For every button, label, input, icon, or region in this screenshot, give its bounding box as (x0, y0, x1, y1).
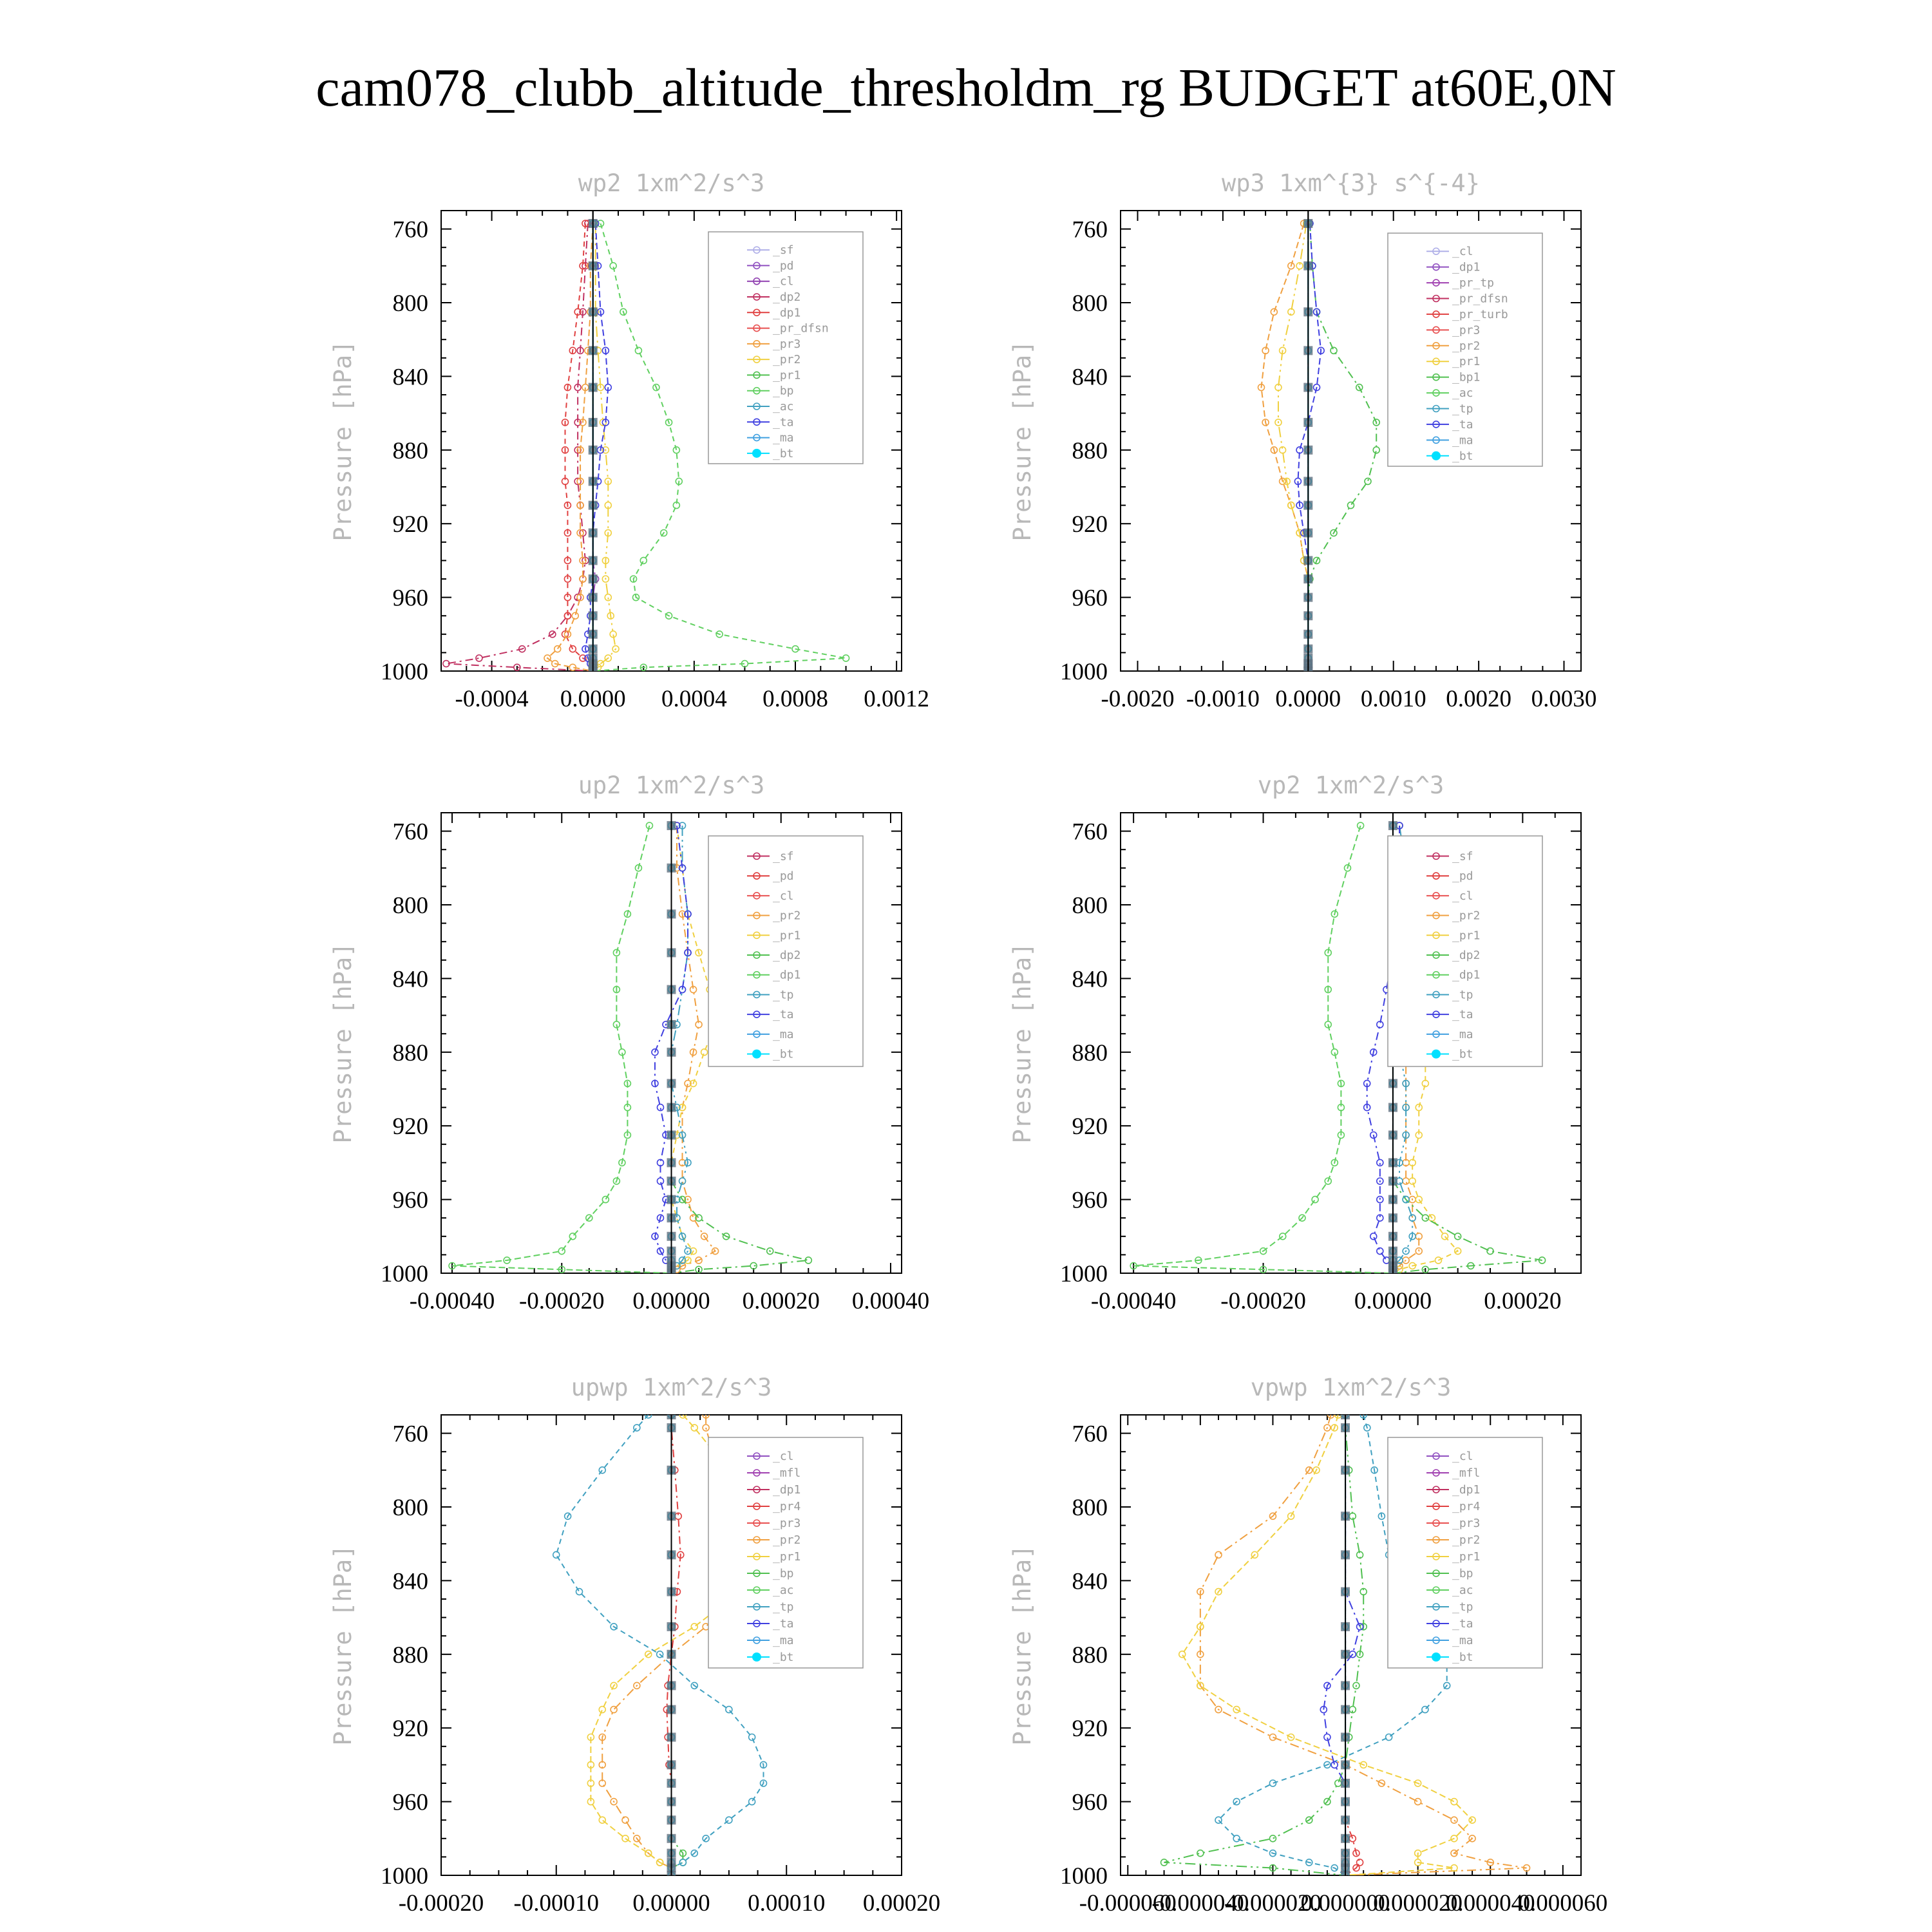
x-tick-label: 0.00010 (748, 1890, 826, 1917)
data-point (1377, 1159, 1383, 1166)
panel-1 (1009, 169, 1596, 712)
data-point (1335, 1780, 1341, 1786)
legend-label: _pr_dfsn (1452, 292, 1508, 306)
series-line-bp (1164, 1415, 1364, 1875)
data-point (1269, 1734, 1276, 1741)
legend-label: _ma (1452, 1634, 1473, 1647)
legend-label: _pr3 (773, 1517, 801, 1530)
data-point (622, 1817, 629, 1823)
series-line-dp1 (452, 826, 671, 1273)
data-point (1403, 1178, 1409, 1184)
data-point (749, 1799, 755, 1805)
legend-label: _mfl (1452, 1466, 1481, 1480)
y-tick-label: 760 (392, 819, 428, 846)
legend (1388, 1437, 1542, 1668)
x-tick-label: 0.00040 (851, 1288, 930, 1314)
y-tick-label: 800 (392, 290, 428, 317)
panel-0 (329, 169, 929, 712)
legend-label: _ta (1452, 1008, 1473, 1022)
series-group (1258, 211, 1379, 676)
x-tick-label: -0.00020 (518, 1288, 605, 1314)
data-point (1416, 1197, 1422, 1203)
y-tick-label: 840 (392, 1568, 428, 1595)
y-tick-label: 1000 (381, 1863, 428, 1889)
y-tick-label: 1000 (1060, 659, 1108, 685)
data-point (1451, 1817, 1457, 1823)
legend-label: _dp2 (1452, 949, 1481, 962)
panel-title: up2 1xm^2/s^3 (578, 772, 765, 799)
data-point (569, 1233, 576, 1240)
x-tick-label: -0.0020 (1101, 686, 1175, 712)
data-point (602, 1197, 609, 1203)
legend-label: _pr2 (1452, 909, 1481, 923)
data-point (576, 1589, 583, 1595)
legend-label: _bp (773, 384, 794, 398)
legend-label: _pd (773, 869, 794, 884)
legend-label: _cl (1452, 889, 1473, 903)
legend (708, 232, 863, 464)
x-tick-label: -0.00020 (398, 1890, 484, 1917)
y-tick-label: 960 (392, 1789, 428, 1816)
legend-label: _pr2 (773, 1533, 801, 1547)
legend-label: _dp1 (773, 306, 801, 320)
legend-label: _pr1 (1452, 355, 1481, 369)
x-tick-label: 0.0008 (762, 686, 828, 712)
y-axis-label: Pressure [hPa] (329, 340, 357, 542)
legend-label: _pr_dfsn (773, 321, 829, 336)
series-line-dp2 (446, 223, 593, 671)
legend-label: _pr1 (1452, 1550, 1481, 1564)
legend-marker (752, 449, 761, 458)
data-point (599, 1817, 605, 1823)
data-point (1312, 1197, 1318, 1203)
legend-label: _ac (1452, 1584, 1473, 1597)
legend-label: _tp (1452, 402, 1473, 416)
legend-label: _pr_turb (1452, 307, 1508, 321)
panel-title: upwp 1xm^2/s^3 (571, 1374, 772, 1401)
legend-label: _dp2 (773, 949, 801, 962)
y-tick-label: 920 (1072, 511, 1108, 538)
data-point (1331, 347, 1337, 354)
legend-label: _pr1 (773, 1550, 801, 1564)
data-point (558, 1248, 565, 1255)
legend-label: _dp1 (773, 1483, 801, 1497)
legend-label: _ma (773, 431, 794, 445)
legend-label: _pr3 (773, 337, 801, 351)
y-tick-label: 840 (1072, 966, 1108, 993)
legend-marker (752, 1050, 761, 1059)
x-tick-label: 0.0010 (1360, 686, 1426, 712)
y-tick-label: 960 (1072, 1789, 1108, 1816)
x-tick-label: 0.00020 (742, 1288, 820, 1314)
panel-title: wp2 1xm^2/s^3 (578, 169, 765, 197)
data-point (701, 1049, 708, 1056)
y-tick-label: 880 (1072, 1039, 1108, 1066)
y-tick-label: 800 (392, 1495, 428, 1521)
y-tick-label: 960 (392, 1187, 428, 1214)
legend-label: _ac (773, 1584, 794, 1597)
y-tick-label: 840 (392, 966, 428, 993)
series-line-ta (1323, 1415, 1359, 1875)
x-tick-label: -0.0010 (1186, 686, 1260, 712)
y-tick-label: 880 (392, 437, 428, 464)
legend-label: _tp (1452, 1600, 1473, 1614)
data-point (611, 1707, 617, 1713)
data-point (635, 347, 641, 354)
data-point (691, 1624, 697, 1630)
legend-label: _cl (1452, 1450, 1473, 1463)
legend-label: _pd (773, 259, 794, 273)
data-point (1215, 1551, 1222, 1558)
legend (708, 1437, 863, 1668)
data-point (1377, 1248, 1383, 1255)
panel-title: wp3 1xm^{3} s^{-4} (1222, 169, 1480, 197)
data-point (726, 1707, 732, 1713)
legend-label: _bp1 (1452, 370, 1481, 384)
y-tick-label: 840 (1072, 1568, 1108, 1595)
y-tick-label: 880 (1072, 437, 1108, 464)
legend-label: _sf (1452, 849, 1473, 864)
legend-label: _ac (773, 400, 794, 413)
x-tick-label: -0.0004 (455, 686, 529, 712)
data-point (1269, 1780, 1276, 1786)
legend-label: _sf (773, 849, 794, 864)
x-tick-label: 0.0000 (560, 686, 626, 712)
x-tick-label: 0.00000 (632, 1890, 710, 1917)
data-point (1422, 1707, 1428, 1713)
data-point (605, 594, 611, 601)
series-line-pr4 (1345, 1415, 1360, 1875)
x-tick-label: 0.00020 (1484, 1288, 1562, 1314)
x-tick-label: -0.00010 (513, 1890, 600, 1917)
legend-label: _tp (773, 1600, 794, 1614)
y-axis-label: Pressure [hPa] (1009, 1544, 1036, 1746)
y-tick-label: 760 (392, 1421, 428, 1448)
legend-label: _bp (1452, 1567, 1473, 1580)
x-tick-label: 0.0004 (661, 686, 727, 712)
panel-4 (329, 1374, 940, 1917)
data-point (1451, 1799, 1457, 1805)
y-axis-label: Pressure [hPa] (329, 1544, 357, 1746)
legend-label: _pr2 (1452, 1533, 1481, 1547)
legend-label: _sf (773, 243, 794, 258)
data-point (1233, 1835, 1240, 1842)
legend-label: _pr4 (773, 1500, 801, 1513)
y-tick-label: 920 (392, 1716, 428, 1743)
y-axis-label: Pressure [hPa] (1009, 340, 1036, 542)
x-tick-label: 0.000040 (1445, 1890, 1535, 1917)
legend-label: _pr2 (773, 353, 801, 367)
legend-label: _cl (773, 889, 794, 903)
y-tick-label: 760 (392, 216, 428, 243)
series-line-bp1 (1308, 223, 1376, 671)
legend (1388, 836, 1542, 1066)
legend-label: _ta (773, 1617, 794, 1631)
y-tick-label: 800 (1072, 290, 1108, 317)
legend-label: _cl (1452, 245, 1473, 259)
legend-marker (1432, 1653, 1441, 1662)
legend-label: _pr3 (1452, 323, 1481, 337)
legend-label: _mfl (773, 1466, 801, 1480)
y-tick-label: 760 (1072, 216, 1108, 243)
y-tick-label: 800 (392, 893, 428, 919)
legend-label: _pr1 (1452, 929, 1481, 943)
legend-label: _dp1 (773, 968, 801, 982)
y-tick-label: 880 (392, 1642, 428, 1669)
panel-2 (329, 772, 929, 1314)
y-tick-label: 880 (1072, 1642, 1108, 1669)
y-tick-label: 960 (392, 585, 428, 612)
data-point (1215, 1817, 1222, 1823)
legend-label: _pd (1452, 869, 1473, 884)
data-point (726, 1817, 732, 1823)
data-point (1409, 1178, 1416, 1184)
y-tick-label: 800 (1072, 893, 1108, 919)
legend-label: _ma (773, 1634, 794, 1647)
legend-marker (1432, 1050, 1441, 1059)
legend-label: _ma (1452, 1027, 1473, 1041)
legend-label: _bt (773, 446, 794, 460)
legend-label: _dp1 (1452, 260, 1481, 274)
x-tick-label: 0.000020 (1373, 1890, 1463, 1917)
legend-label: _tp (773, 988, 794, 1002)
data-point (1422, 1215, 1428, 1221)
panel-title: vp2 1xm^2/s^3 (1257, 772, 1444, 799)
y-axis-label: Pressure [hPa] (1009, 942, 1036, 1144)
legend-label: _ac (1452, 386, 1473, 401)
legend-label: _cl (773, 274, 794, 289)
legend-label: _ma (773, 1027, 794, 1041)
y-tick-label: 880 (392, 1039, 428, 1066)
legend-label: _pr1 (773, 929, 801, 943)
panel-5 (1009, 1374, 1607, 1917)
series-line-pr4 (667, 1415, 680, 1875)
legend-label: _dp1 (1452, 1483, 1481, 1497)
y-tick-label: 760 (1072, 819, 1108, 846)
legend-label: _bt (773, 1047, 794, 1061)
data-point (1455, 1233, 1461, 1240)
data-point (749, 1734, 755, 1741)
y-tick-label: 1000 (1060, 1863, 1108, 1889)
legend-label: _pr2 (1452, 339, 1481, 353)
legend-label: _ta (773, 415, 794, 430)
x-tick-label: -0.000040 (1151, 1890, 1249, 1917)
y-tick-label: 920 (392, 1113, 428, 1141)
y-tick-label: 920 (392, 511, 428, 538)
legend-label: _bp (773, 1567, 794, 1580)
x-tick-label: -0.000020 (1224, 1890, 1321, 1917)
series-line-pr3 (547, 223, 593, 671)
y-axis-label: Pressure [hPa] (329, 942, 357, 1144)
legend-label: _pr4 (1452, 1500, 1481, 1513)
x-tick-label: 0.000060 (1518, 1890, 1608, 1917)
y-tick-label: 800 (1072, 1495, 1108, 1521)
panel-title: vpwp 1xm^2/s^3 (1250, 1374, 1452, 1401)
x-tick-label: -0.00040 (409, 1288, 495, 1314)
x-tick-label: -0.00040 (1090, 1288, 1177, 1314)
y-tick-label: 960 (1072, 1187, 1108, 1214)
data-point (679, 1859, 686, 1866)
panel-3 (1009, 772, 1581, 1314)
data-point (640, 557, 647, 564)
x-tick-label: 0.0012 (864, 686, 930, 712)
x-tick-label: 0.000000 (1300, 1890, 1390, 1917)
data-point (599, 1707, 605, 1713)
legend-label: _bt (1452, 449, 1473, 463)
x-tick-label: 0.00000 (1354, 1288, 1432, 1314)
y-tick-label: 1000 (381, 659, 428, 685)
x-tick-label: 0.0020 (1446, 686, 1511, 712)
y-tick-label: 1000 (381, 1261, 428, 1287)
series-line-dp1 (1133, 826, 1393, 1273)
y-tick-label: 840 (1072, 364, 1108, 391)
x-tick-label: 0.00020 (862, 1890, 941, 1917)
data-point (599, 1467, 605, 1473)
legend-label: _pr3 (1452, 1517, 1481, 1530)
legend-label: _pr1 (773, 368, 801, 383)
data-point (1370, 1233, 1377, 1240)
legend-label: _pr_tp (1452, 276, 1495, 290)
figure-title: cam078_clubb_altitude_thresholdm_rg BUDGET at60E,0N (316, 58, 1616, 118)
data-point (691, 1425, 697, 1431)
data-point (1386, 1734, 1392, 1741)
legend-marker (752, 1653, 761, 1662)
y-tick-label: 760 (1072, 1421, 1108, 1448)
data-point (1442, 1233, 1448, 1240)
legend-label: _ta (1452, 417, 1473, 431)
legend-label: _bt (773, 1651, 794, 1664)
legend-marker (1432, 451, 1441, 460)
y-tick-label: 920 (1072, 1716, 1108, 1743)
data-point (553, 1551, 560, 1558)
legend-label: _tp (1452, 988, 1473, 1002)
x-tick-label: 0.00000 (632, 1288, 710, 1314)
data-point (554, 646, 561, 652)
legend (708, 836, 863, 1066)
data-point (1348, 502, 1354, 509)
y-tick-label: 840 (392, 364, 428, 391)
legend (1388, 233, 1542, 466)
data-point (1179, 1651, 1186, 1658)
y-tick-label: 960 (1072, 585, 1108, 612)
x-tick-label: -0.00020 (1220, 1288, 1306, 1314)
legend-label: _ma (1452, 433, 1473, 448)
legend-label: _dp2 (773, 290, 801, 304)
x-tick-label: 0.0030 (1531, 686, 1597, 712)
data-point (1269, 1835, 1276, 1842)
legend-label: _ta (1452, 1617, 1473, 1631)
y-tick-label: 1000 (1060, 1261, 1108, 1287)
legend-label: _bt (1452, 1047, 1473, 1061)
legend-label: _ta (773, 1008, 794, 1022)
legend-label: _pr2 (773, 909, 801, 923)
legend-label: _bt (1452, 1651, 1473, 1664)
legend-label: _cl (773, 1450, 794, 1463)
data-point (634, 1425, 640, 1431)
legend-label: _dp1 (1452, 968, 1481, 982)
x-tick-label: -0.000060 (1079, 1890, 1177, 1917)
y-tick-label: 920 (1072, 1113, 1108, 1141)
x-tick-label: 0.0000 (1275, 686, 1341, 712)
data-point (1415, 1799, 1421, 1805)
